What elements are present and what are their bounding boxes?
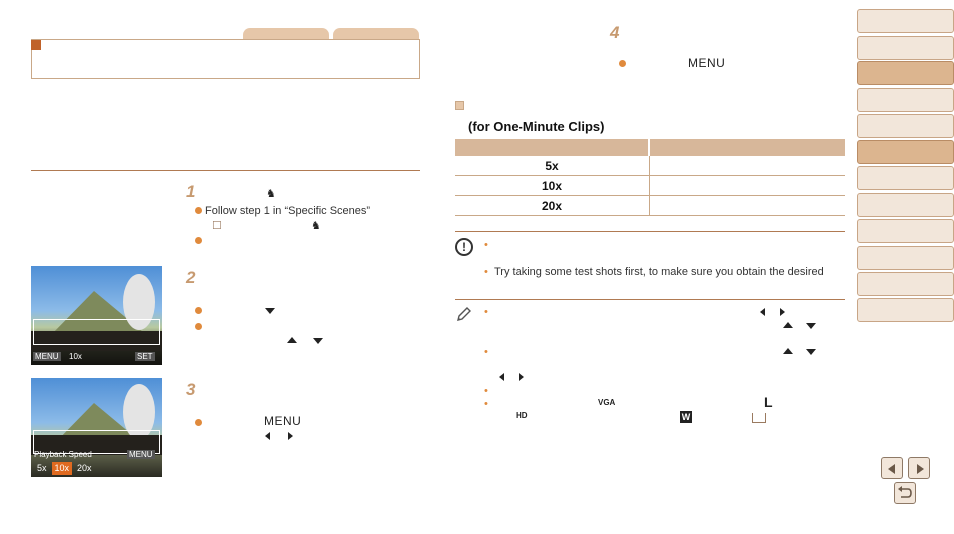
large-size-icon: L [764,394,773,410]
scene-mode-icon: ♞ [266,188,276,200]
section-header-box [31,39,420,79]
zoom-frame [33,319,160,345]
chevron-right-icon [917,464,924,474]
note-bullet-3: • [484,385,488,397]
step-3-number: 3 [186,380,196,399]
note-bullet-2: • [484,346,488,358]
back-button[interactable] [894,482,916,504]
table-heading: (for One-Minute Clips) [468,119,605,134]
step-1-bullet-2 [195,237,202,244]
down-arrow-icon-4 [806,349,816,355]
right-arrow-icon-2 [780,308,785,316]
vga-icon: VGA [598,398,616,407]
step-4-bullet [619,60,626,67]
osd-menu-label-2: MENU [129,450,153,459]
menu-button-label-2: MENU [688,56,726,70]
speed-option-10x[interactable]: 10x [52,462,73,475]
table-header-col-1 [455,139,648,156]
section-marker [31,40,41,50]
right-arrow-icon-3 [519,373,524,381]
caution-bullet-1: • [484,239,488,251]
nav-tab-2[interactable] [857,36,954,60]
osd-bar-1 [31,351,162,365]
nav-tab-7[interactable] [857,166,954,190]
caution-text: Try taking some test shots first, to make sure you obtain the desired [494,266,824,278]
osd-set-label: SET [137,352,153,361]
nav-tab-5[interactable] [857,114,954,138]
osd-menu-label: MENU [35,352,59,361]
nav-tab-10[interactable] [857,246,954,270]
widescreen-icon: W [681,412,691,422]
nav-tab-8[interactable] [857,193,954,217]
up-arrow-icon-3 [783,348,793,354]
prev-page-button[interactable] [881,457,903,479]
book-icon-2[interactable] [752,413,766,423]
table-row [455,156,845,176]
camera-screen-1 [31,266,162,365]
up-arrow-icon [287,337,297,343]
return-arrow-icon [895,483,915,503]
book-icon[interactable]: ☐ [212,220,222,232]
step-2-bullet [195,307,202,314]
top-tab-2[interactable] [333,28,419,39]
step-1-bullet [195,207,202,214]
hd-icon: HD [516,411,528,420]
scene-mode-icon-2: ♞ [311,220,321,232]
step-1-instruction: Follow step 1 in “Specific Scenes” [205,205,371,217]
caution-bullet-2: • [484,266,488,278]
next-page-button[interactable] [908,457,930,479]
nav-tab-1[interactable] [857,9,954,33]
table-row [455,196,845,216]
speed-options [34,462,95,475]
right-arrow-icon [288,432,293,440]
nav-tab-3[interactable] [857,61,954,85]
step-4-number: 4 [610,23,620,42]
table-cell-speed: 10x [455,176,650,196]
nav-tab-11[interactable] [857,272,954,296]
pencil-icon [455,305,473,323]
left-divider [31,170,420,171]
caution-top-rule [455,231,845,232]
chevron-left-icon [888,464,895,474]
down-arrow-icon-3 [806,323,816,329]
step-2-bullet-2 [195,323,202,330]
speed-option-20x[interactable]: 20x [77,463,92,473]
left-arrow-icon-2 [760,308,765,316]
left-arrow-icon [265,432,270,440]
playback-speed-caption: Playback Speed [34,450,92,459]
step-2-number: 2 [186,268,196,287]
down-arrow-icon-2 [313,338,323,344]
down-arrow-icon [265,308,275,314]
top-tab-1[interactable] [243,28,329,39]
camera-screen-2 [31,378,162,477]
table-row [455,176,845,196]
table-cell-speed: 5x [455,156,650,176]
step-3-bullet [195,419,202,426]
nav-tab-9[interactable] [857,219,954,243]
speed-option-5x[interactable]: 5x [37,463,47,473]
left-arrow-icon-3 [499,373,504,381]
nav-tab-12[interactable] [857,298,954,322]
nav-tab-4[interactable] [857,88,954,112]
step-1-number: 1 [186,182,196,201]
menu-button-label: MENU [264,414,302,428]
note-bullet-1: • [484,306,488,318]
nav-tab-6[interactable] [857,140,954,164]
table-section-marker [455,101,464,110]
note-top-rule [455,299,845,300]
table-cell-speed: 20x [455,196,650,216]
note-bullet-4: • [484,398,488,410]
up-arrow-icon-2 [783,322,793,328]
table-header-col-2 [650,139,845,156]
exclamation-circle-icon: ! [455,238,473,256]
osd-zoom-label: 10x [69,352,82,361]
